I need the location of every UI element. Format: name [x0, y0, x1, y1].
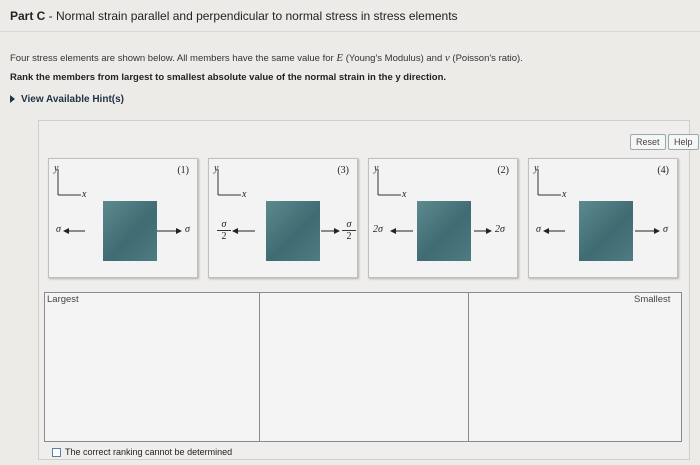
fraction-denominator: 2 [221, 231, 227, 242]
cannot-determine-checkbox[interactable] [52, 448, 61, 457]
cannot-determine-label: The correct ranking cannot be determined [65, 447, 233, 457]
desc-text-c: (Poisson's ratio). [452, 53, 523, 64]
smallest-label: Smallest [634, 294, 671, 305]
desc-text-b: (Young's Modulus) and [345, 53, 443, 64]
y-axis-label: y [534, 163, 539, 174]
part-title: Part C - Normal strain parallel and perpendicular to normal stress in stress elements [0, 0, 700, 32]
stress-label-left: σ [56, 224, 61, 235]
rank-instruction: Rank the members from largest to smallest absolute value of the normal strain in the y direction. [10, 72, 447, 83]
view-hints-link[interactable] [10, 94, 124, 105]
part-label: Part C [10, 9, 46, 23]
stress-element-card-2[interactable] [368, 158, 518, 278]
stress-label-right: 2σ [495, 224, 505, 235]
ranking-slot-2[interactable] [259, 292, 469, 442]
fraction-numerator: σ [217, 219, 231, 231]
stress-label-right: σ [185, 224, 190, 235]
y-axis-label: y [54, 163, 59, 174]
help-button[interactable]: Help [668, 134, 699, 150]
x-axis-label: x [242, 189, 247, 200]
ranking-slot-1[interactable] [44, 292, 260, 442]
reset-button[interactable]: Reset [630, 134, 666, 150]
card-number: (3) [337, 165, 349, 176]
card-number: (2) [497, 165, 509, 176]
problem-description [10, 52, 523, 64]
desc-text-a: Four stress elements are shown below. All members have the same value for [10, 53, 334, 64]
x-axis-label: x [562, 189, 567, 200]
card-number: (1) [177, 165, 189, 176]
largest-label: Largest [47, 294, 79, 305]
fraction-numerator: σ [342, 219, 356, 231]
stress-label-left: 2σ [373, 224, 383, 235]
stress-label-left: σ [536, 224, 541, 235]
symbol-E: E [336, 52, 344, 64]
stress-element [103, 201, 157, 261]
y-axis-label: y [374, 163, 379, 174]
cannot-determine-option[interactable] [52, 447, 232, 457]
x-axis-label: x [402, 189, 407, 200]
x-axis-label: x [82, 189, 87, 200]
stress-element [417, 201, 471, 261]
stress-label-right: σ [663, 224, 668, 235]
y-axis-label: y [214, 163, 219, 174]
part-heading: Normal strain parallel and perpendicular to normal stress in stress elements [56, 9, 458, 23]
stress-element [579, 201, 633, 261]
stress-element [266, 201, 320, 261]
triangle-right-icon [10, 95, 15, 103]
card-number: (4) [657, 165, 669, 176]
stress-element-card-1[interactable] [48, 158, 198, 278]
stress-fraction-right [342, 219, 356, 242]
stress-fraction-left [217, 219, 231, 242]
stress-element-card-3[interactable] [208, 158, 358, 278]
ranking-slot-3[interactable] [468, 292, 682, 442]
hints-label: View Available Hint(s) [21, 94, 124, 105]
symbol-nu: ν [444, 52, 450, 64]
fraction-denominator: 2 [346, 231, 352, 242]
stress-element-card-4[interactable] [528, 158, 678, 278]
